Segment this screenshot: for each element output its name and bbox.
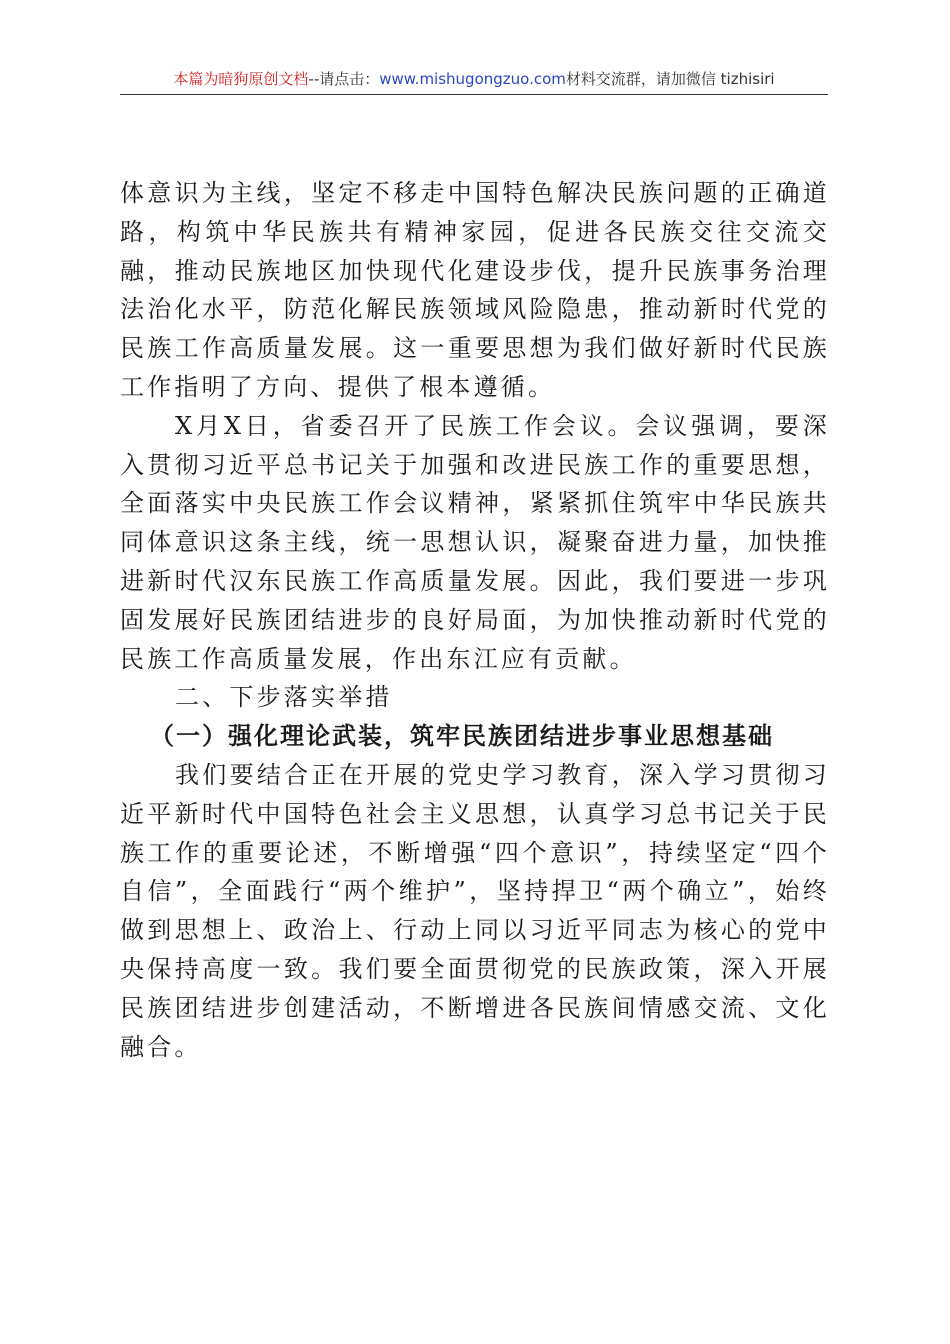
subsection-heading: （一）强化理论武装，筑牢民族团结进步事业思想基础 [150, 721, 774, 751]
paragraph-theory: 我们要结合正在开展的党史学习教育，深入学习贯彻习近平新时代中国特色社会主义思想，认真学习总书记关于民族工作的重要论述，不断增强“四个意识”，持续坚定“四个自信”，全面践行“两个维护”，坚持捍卫“两个确立”，始终做到思想上、政治上、行动上同以习近平同志为核心的党中央保持高度一致。我们要全面贯彻党的民族政策，深入开展民族团结进步创建活动，不断增进各民族间情感交流、文化融合。 [120, 760, 830, 1061]
document-body [120, 174, 830, 1066]
section-heading: 二、下步落实举措 [175, 683, 393, 712]
paragraph-meeting: X月X日，省委召开了民族工作会议。会议强调，要深入贯彻习近平总书记关于加强和改进民族工作的重要思想，全面落实中央民族工作会议精神，紧紧抓住筑牢中华民族共同体意识这条主线，统一思想认识，凝聚奋进力量，加快推进新时代汉东民族工作高质量发展。因此，我们要进一步巩固发展好民族团结进步的良好局面，为加快推动新时代党的民族工作高质量发展，作出东江应有贡献。 [120, 411, 830, 673]
header-website-link[interactable]: www.mishugongzuo.com [379, 70, 566, 88]
paragraph-continuation: 体意识为主线，坚定不移走中国特色解决民族问题的正确道路，构筑中华民族共有精神家园，促进各民族交往交流交融，推动民族地区加快现代化建设步伐，提升民族事务治理法治化水平，防范化解民族领域风险隐患，推动新时代党的民族工作高质量发展。这一重要思想为我们做好新时代民族工作指明了方向、提供了根本遵循。 [120, 179, 830, 401]
document-header [120, 66, 828, 95]
header-origin-note: 本篇为暗狗原创文档 [173, 70, 309, 88]
header-wechat-note: 材料交流群，请加微信 tizhisiri [565, 70, 775, 88]
header-click-prompt: --请点击： [308, 70, 380, 88]
